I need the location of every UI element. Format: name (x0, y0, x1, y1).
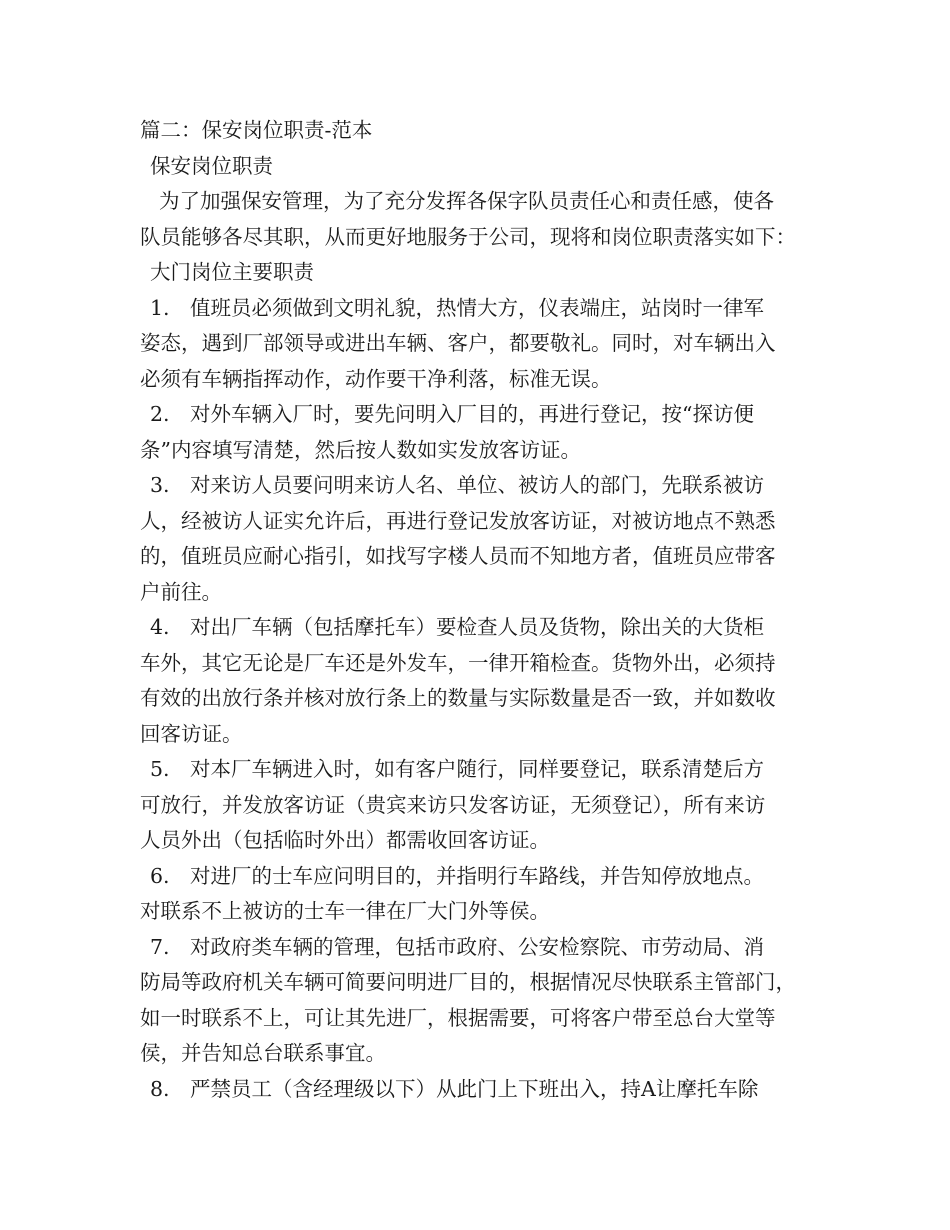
item-6-line-2: 对联系不上被访的士车一律在厂大门外等侯。 (140, 899, 550, 923)
item-1-line-2: 姿态，遇到厂部领导或进出车辆、客户，都要敬礼。同时，对车辆出入 (140, 331, 776, 355)
intro-line-2: 队员能够各尽其职，从而更好地服务于公司，现将和岗位职责落实如下： (140, 224, 796, 249)
item-1-line-1: 1. 值班员必须做到文明礼貌，热情大方，仪表端庄，站岗时一律军 (150, 295, 765, 320)
item-3-line-3: 的，值班员应耐心指引，如找写字楼人员而不知地方者，值班员应带客 (140, 544, 776, 568)
document-heading: 篇二：保安岗位职责-范本 (140, 118, 373, 142)
item-7-line-4: 侯，并告知总台联系事宜。 (140, 1041, 386, 1065)
item-6-line-1: 6. 对进厂的士车应问明目的，并指明行车路线，并告知停放地点。 (150, 863, 765, 888)
item-7-line-3: 如一时联系不上，可让其先进厂，根据需要，可将客户带至总台大堂等 (140, 1005, 776, 1030)
item-4-line-4: 回客访证。 (140, 721, 243, 746)
document-subheading: 保安岗位职责 (150, 153, 273, 178)
item-7-line-1: 7. 对政府类车辆的管理，包括市政府、公安检察院、市劳动局、消 (150, 934, 765, 959)
document-page (140, 113, 820, 1107)
item-4-line-1: 4. 对出厂车辆（包括摩托车）要检查人员及货物，除出关的大货柜 (150, 615, 765, 639)
item-8-line-1: 8. 严禁员工（含经理级以下）从此门上下班出入，持A让摩托车除 (150, 1076, 759, 1101)
intro-line-1: 为了加强保安管理，为了充分发挥各保字队员责任心和责任感，使各 (159, 189, 774, 213)
item-5-line-1: 5. 对本厂车辆进入时，如有客户随行，同样要登记，联系清楚后方 (150, 757, 765, 781)
item-5-line-2: 可放行，并发放客访证（贵宾来访只发客访证，无须登记），所有来访 (140, 792, 766, 817)
item-3-line-4: 户前往。 (140, 579, 222, 604)
item-3-line-1: 3. 对来访人员要问明来访人名、单位、被访人的部门，先联系被访 (150, 473, 765, 497)
item-3-line-2: 人，经被访人证实允许后，再进行登记发放客访证，对被访地点不熟悉 (140, 508, 776, 533)
item-4-line-3: 有效的出放行条并核对放行条上的数量与实际数量是否一致，并如数收 (140, 686, 776, 710)
section-title: 大门岗位主要职责 (150, 260, 314, 284)
item-4-line-2: 车外，其它无论是厂车还是外发车，一律开箱检查。货物外出，必须持 (140, 650, 776, 675)
item-1-line-3: 必须有车辆指挥动作，动作要干净利落，标准无误。 (140, 366, 612, 391)
item-5-line-3: 人员外出（包括临时外出）都需收回客访证。 (140, 828, 550, 852)
item-2-line-2: 条”内容填写清楚，然后按人数如实发放客访证。 (140, 437, 581, 462)
item-7-line-2: 防局等政府机关车辆可简要问明进厂目的，根据情况尽快联系主管部门， (140, 970, 796, 994)
item-2-line-1: 2. 对外车辆入厂时，要先问明入厂目的，再进行登记，按“探访便 (150, 402, 755, 426)
